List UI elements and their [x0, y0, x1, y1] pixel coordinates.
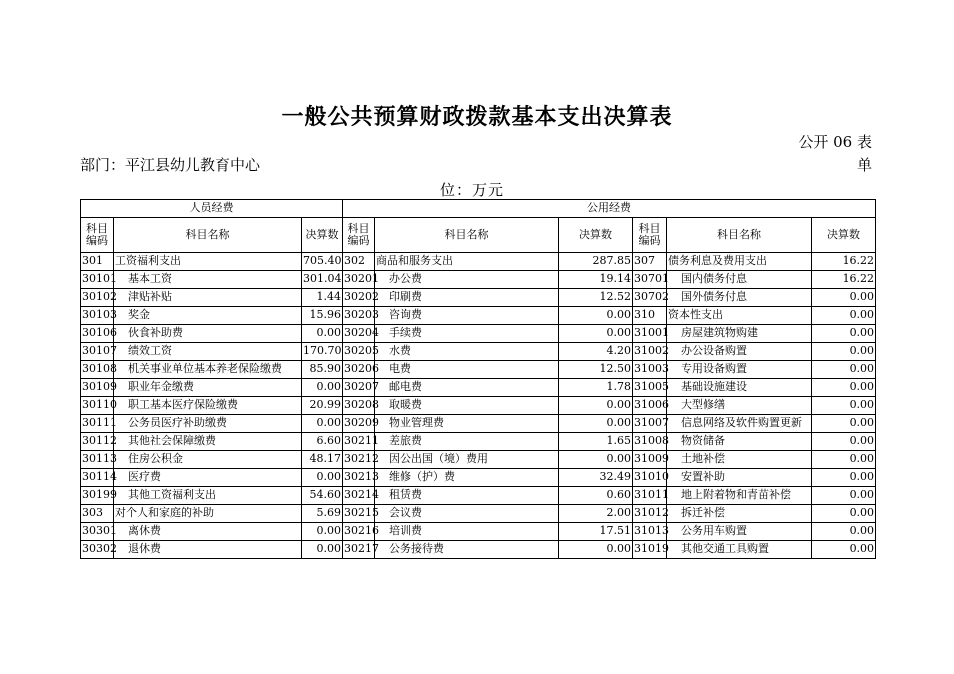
cell-name: 专用设备购置: [667, 361, 812, 379]
table-row: [81, 433, 876, 451]
cell-code: 30209: [343, 415, 375, 433]
cell-code: 310: [633, 307, 667, 325]
expenditure-table: [80, 199, 876, 559]
cell-amount: 0.00: [812, 307, 876, 325]
cell-code: 30701: [633, 271, 667, 289]
cell-name: 公务接待费: [375, 541, 559, 559]
cell-name: 绩效工资: [114, 343, 302, 361]
cell-code: 31006: [633, 397, 667, 415]
cell-code: 30702: [633, 289, 667, 307]
cell-code: 303: [81, 505, 114, 523]
cell-code: 30111: [81, 415, 114, 433]
cell-code: 30114: [81, 469, 114, 487]
cell-code: 30207: [343, 379, 375, 397]
cell-name: 房屋建筑物购建: [667, 325, 812, 343]
col-header-amount: 决算数: [812, 218, 876, 253]
cell-amount: 0.00: [812, 325, 876, 343]
table-row: [81, 271, 876, 289]
cell-code: 30302: [81, 541, 114, 559]
cell-amount: 0.00: [812, 505, 876, 523]
table-row: [81, 379, 876, 397]
cell-name: 培训费: [375, 523, 559, 541]
cell-name: 奖金: [114, 307, 302, 325]
cell-amount: 0.00: [812, 379, 876, 397]
cell-name: 拆迁补偿: [667, 505, 812, 523]
cell-code: 301: [81, 253, 114, 271]
cell-amount: 0.00: [812, 541, 876, 559]
cell-code: 30215: [343, 505, 375, 523]
cell-amount: 12.50: [559, 361, 633, 379]
cell-code: 30108: [81, 361, 114, 379]
cell-code: 30109: [81, 379, 114, 397]
cell-code: 31010: [633, 469, 667, 487]
cell-amount: 0.00: [812, 361, 876, 379]
cell-code: 30204: [343, 325, 375, 343]
col-header-amount: 决算数: [302, 218, 343, 253]
department-label: 部门：平江县幼儿教育中心: [80, 156, 261, 174]
cell-name: 基本工资: [114, 271, 302, 289]
cell-code: 30201: [343, 271, 375, 289]
cell-name: 国内债务付息: [667, 271, 812, 289]
cell-name: 水费: [375, 343, 559, 361]
cell-amount: 19.14: [559, 271, 633, 289]
cell-name: 土地补偿: [667, 451, 812, 469]
cell-amount: 0.00: [559, 415, 633, 433]
cell-amount: 1.44: [302, 289, 343, 307]
cell-name: 物业管理费: [375, 415, 559, 433]
col-header-name: 科目名称: [114, 218, 302, 253]
cell-amount: 301.04: [302, 271, 343, 289]
table-row: [81, 541, 876, 559]
cell-name: 取暖费: [375, 397, 559, 415]
cell-code: 30113: [81, 451, 114, 469]
cell-amount: 287.85: [559, 253, 633, 271]
cell-code: 31009: [633, 451, 667, 469]
col-header-name: 科目名称: [375, 218, 559, 253]
cell-name: 其他工资福利支出: [114, 487, 302, 505]
cell-amount: 0.00: [559, 325, 633, 343]
group-header-public: 公用经费: [343, 200, 876, 218]
cell-amount: 0.00: [559, 451, 633, 469]
cell-code: 30206: [343, 361, 375, 379]
cell-code: 30217: [343, 541, 375, 559]
cell-code: 31003: [633, 361, 667, 379]
cell-code: 30211: [343, 433, 375, 451]
table-row: [81, 361, 876, 379]
cell-name: 差旅费: [375, 433, 559, 451]
cell-code: 31011: [633, 487, 667, 505]
cell-amount: 54.60: [302, 487, 343, 505]
cell-name: 对个人和家庭的补助: [114, 505, 302, 523]
cell-name: 地上附着物和青苗补偿: [667, 487, 812, 505]
cell-amount: 15.96: [302, 307, 343, 325]
table-row: [81, 487, 876, 505]
table-row: [81, 451, 876, 469]
cell-code: 30102: [81, 289, 114, 307]
table-row: [81, 343, 876, 361]
cell-amount: 1.65: [559, 433, 633, 451]
cell-amount: 0.00: [302, 325, 343, 343]
cell-code: 30203: [343, 307, 375, 325]
cell-name: 电费: [375, 361, 559, 379]
cell-amount: 16.22: [812, 271, 876, 289]
col-header-code: 科目编码: [81, 218, 114, 253]
cell-name: 退休费: [114, 541, 302, 559]
cell-name: 物资储备: [667, 433, 812, 451]
cell-amount: 170.70: [302, 343, 343, 361]
cell-code: 30199: [81, 487, 114, 505]
cell-name: 机关事业单位基本养老保险缴费: [114, 361, 302, 379]
table-row: [81, 415, 876, 433]
cell-code: 307: [633, 253, 667, 271]
cell-code: 30212: [343, 451, 375, 469]
cell-name: 伙食补助费: [114, 325, 302, 343]
cell-code: 30101: [81, 271, 114, 289]
cell-name: 其他社会保障缴费: [114, 433, 302, 451]
cell-name: 职工基本医疗保险缴费: [114, 397, 302, 415]
cell-code: 31005: [633, 379, 667, 397]
table-row: [81, 505, 876, 523]
cell-name: 工资福利支出: [114, 253, 302, 271]
cell-amount: 85.90: [302, 361, 343, 379]
cell-code: 30213: [343, 469, 375, 487]
cell-amount: 17.51: [559, 523, 633, 541]
cell-name: 咨询费: [375, 307, 559, 325]
cell-code: 30112: [81, 433, 114, 451]
cell-code: 302: [343, 253, 375, 271]
cell-name: 离休费: [114, 523, 302, 541]
cell-name: 住房公积金: [114, 451, 302, 469]
cell-code: 30202: [343, 289, 375, 307]
cell-name: 邮电费: [375, 379, 559, 397]
unit-label-part2: 位：万元: [440, 181, 505, 199]
table-row: [81, 289, 876, 307]
cell-code: 30208: [343, 397, 375, 415]
cell-amount: 12.52: [559, 289, 633, 307]
cell-amount: 2.00: [559, 505, 633, 523]
cell-code: 31013: [633, 523, 667, 541]
cell-amount: 0.00: [812, 487, 876, 505]
cell-amount: 32.49: [559, 469, 633, 487]
cell-name: 会议费: [375, 505, 559, 523]
cell-amount: 0.00: [812, 523, 876, 541]
cell-name: 津贴补贴: [114, 289, 302, 307]
col-header-amount: 决算数: [559, 218, 633, 253]
cell-amount: 6.60: [302, 433, 343, 451]
cell-name: 办公设备购置: [667, 343, 812, 361]
col-header-code: 科目编码: [343, 218, 375, 253]
cell-code: 31007: [633, 415, 667, 433]
cell-amount: 48.17: [302, 451, 343, 469]
cell-amount: 0.00: [559, 541, 633, 559]
cell-amount: 0.00: [812, 469, 876, 487]
cell-amount: 1.78: [559, 379, 633, 397]
cell-amount: 0.00: [559, 397, 633, 415]
cell-name: 公务员医疗补助缴费: [114, 415, 302, 433]
col-header-code: 科目编码: [633, 218, 667, 253]
cell-amount: 0.00: [812, 451, 876, 469]
cell-name: 医疗费: [114, 469, 302, 487]
cell-code: 30103: [81, 307, 114, 325]
cell-name: 债务利息及费用支出: [667, 253, 812, 271]
cell-code: 30216: [343, 523, 375, 541]
cell-amount: 16.22: [812, 253, 876, 271]
cell-amount: 4.20: [559, 343, 633, 361]
cell-amount: 20.99: [302, 397, 343, 415]
table-row: [81, 325, 876, 343]
cell-name: 其他交通工具购置: [667, 541, 812, 559]
cell-amount: 0.00: [812, 415, 876, 433]
cell-code: 31001: [633, 325, 667, 343]
cell-amount: 0.00: [812, 343, 876, 361]
table-title: 一般公共预算财政拨款基本支出决算表: [281, 104, 673, 130]
cell-amount: 0.00: [302, 523, 343, 541]
cell-code: 30301: [81, 523, 114, 541]
cell-name: 资本性支出: [667, 307, 812, 325]
cell-name: 印刷费: [375, 289, 559, 307]
cell-amount: 0.00: [302, 469, 343, 487]
cell-code: 30107: [81, 343, 114, 361]
cell-name: 公务用车购置: [667, 523, 812, 541]
cell-amount: 0.00: [812, 397, 876, 415]
cell-code: 31012: [633, 505, 667, 523]
cell-amount: 705.40: [302, 253, 343, 271]
cell-amount: 5.69: [302, 505, 343, 523]
table-row: [81, 397, 876, 415]
cell-code: 31008: [633, 433, 667, 451]
cell-name: 办公费: [375, 271, 559, 289]
cell-name: 大型修缮: [667, 397, 812, 415]
cell-code: 30106: [81, 325, 114, 343]
col-header-name: 科目名称: [667, 218, 812, 253]
table-row: [81, 469, 876, 487]
cell-code: 31002: [633, 343, 667, 361]
cell-name: 信息网络及软件购置更新: [667, 415, 812, 433]
cell-name: 商品和服务支出: [375, 253, 559, 271]
cell-amount: 0.00: [812, 289, 876, 307]
cell-code: 30110: [81, 397, 114, 415]
cell-code: 30214: [343, 487, 375, 505]
cell-code: 30205: [343, 343, 375, 361]
table-row: [81, 523, 876, 541]
cell-name: 手续费: [375, 325, 559, 343]
cell-name: 维修（护）费: [375, 469, 559, 487]
cell-amount: 0.00: [559, 307, 633, 325]
group-header-personnel: 人员经费: [81, 200, 343, 218]
cell-name: 因公出国（境）费用: [375, 451, 559, 469]
cell-name: 安置补助: [667, 469, 812, 487]
cell-amount: 0.00: [302, 379, 343, 397]
cell-name: 基础设施建设: [667, 379, 812, 397]
table-row: [81, 253, 876, 271]
cell-amount: 0.00: [812, 433, 876, 451]
table-code: 公开 06 表: [798, 133, 872, 151]
cell-amount: 0.00: [302, 415, 343, 433]
cell-name: 国外债务付息: [667, 289, 812, 307]
cell-code: 31019: [633, 541, 667, 559]
cell-name: 职业年金缴费: [114, 379, 302, 397]
cell-amount: 0.00: [302, 541, 343, 559]
cell-amount: 0.60: [559, 487, 633, 505]
cell-name: 租赁费: [375, 487, 559, 505]
unit-label-part1: 单: [856, 156, 872, 174]
table-row: [81, 307, 876, 325]
